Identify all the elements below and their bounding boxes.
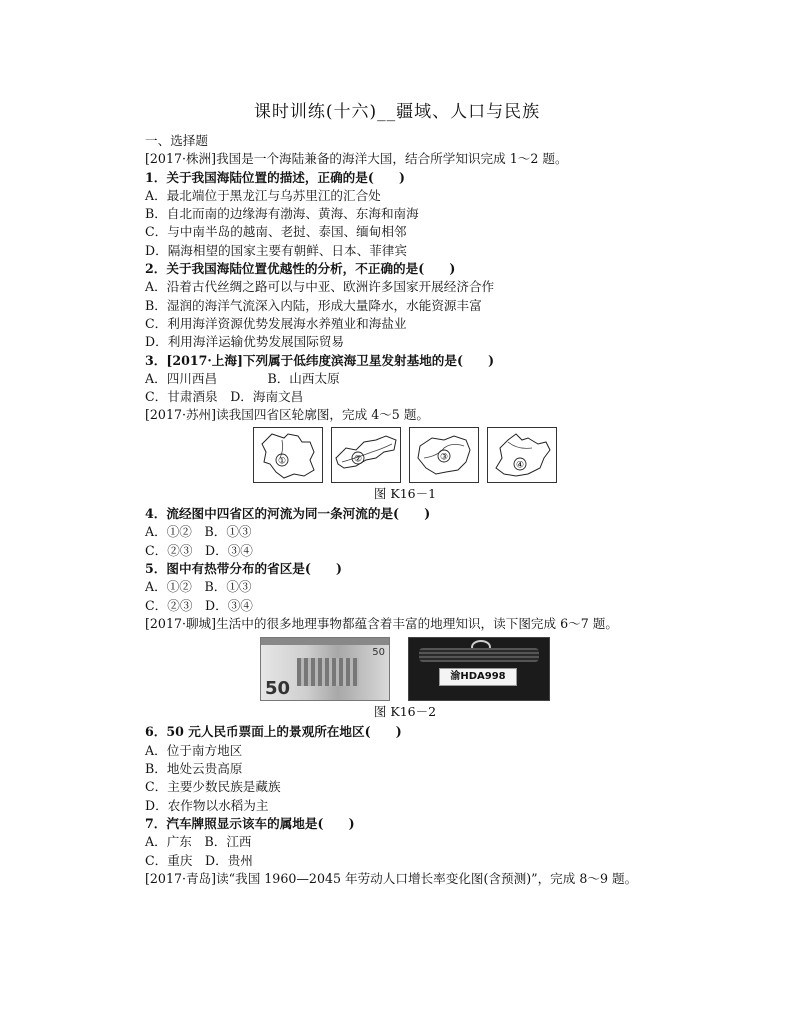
text-line: C．利用海洋资源优势发展海水养殖业和海盐业 <box>145 315 407 331</box>
text-line: C．重庆 D．贵州 <box>145 852 253 868</box>
text-line: 4．流经图中四省区的河流为同一条河流的是( ) <box>145 506 431 522</box>
province-outline-1-icon <box>254 428 322 482</box>
map-label: ③ <box>439 452 449 463</box>
province-map-4 <box>487 427 557 483</box>
banknote-mark: 50 <box>372 647 385 659</box>
text-line: 一、选择题 <box>145 133 208 148</box>
license-plate: 渝HDA998 <box>439 668 517 686</box>
province-outline-2-icon <box>332 428 400 482</box>
text-line: 2．关于我国海陆位置优越性的分析，不正确的是( ) <box>145 261 456 277</box>
text-line: A．位于南方地区 <box>145 742 243 758</box>
text-line: C．甘肃酒泉 D．海南文昌 <box>145 389 304 405</box>
text-line: A．广东 B．江西 <box>145 834 252 850</box>
text-line: B．地处云贵高原 <box>145 761 243 777</box>
banknote-value: 50 <box>265 677 291 699</box>
text-line: A．①② B．①③ <box>145 579 252 595</box>
map-label: ① <box>277 456 287 467</box>
text-line: A．沿着古代丝绸之路可以与中亚、欧洲许多国家开展经济合作 <box>145 279 495 295</box>
text-line: A．最北端位于黑龙江与乌苏里江的汇合处 <box>145 187 381 203</box>
text-line: [2017·株洲]我国是一个海陆兼备的海洋大国，结合所学知识完成 1～2 题。 <box>145 151 568 167</box>
text-line: D．隔海相望的国家主要有朝鲜、日本、菲律宾 <box>145 242 407 258</box>
text-line: [2017·青岛]读“我国 1960—2045 年劳动人口增长率变化图(含预测)”，完成 8～9 题。 <box>145 870 638 886</box>
figure-k16-1 <box>145 427 665 483</box>
worksheet-body <box>145 132 665 888</box>
text-line: 5．图中有热带分布的省区是( ) <box>145 560 342 576</box>
banknote-50-yuan-image <box>260 637 390 701</box>
text-line: A．四川西昌 B．山西太原 <box>145 370 340 386</box>
questions-4-5 <box>145 505 665 633</box>
car-license-plate-image <box>408 637 550 701</box>
text-line: A．①② B．①③ <box>145 524 252 540</box>
text-line: C．②③ D．③④ <box>145 597 253 613</box>
text-line: D．农作物以水稻为主 <box>145 797 269 813</box>
text-line: 1．关于我国海陆位置的描述，正确的是( ) <box>145 169 405 185</box>
province-map-1 <box>253 427 323 483</box>
text-line: [2017·苏州]读我国四省区轮廓图，完成 4～5 题。 <box>145 407 430 423</box>
text-line: 3．[2017·上海]下列属于低纬度滨海卫星发射基地的是( ) <box>145 352 495 368</box>
map-label: ④ <box>515 460 525 471</box>
map-label: ② <box>353 454 363 465</box>
text-line: D．利用海洋运输优势发展国际贸易 <box>145 334 345 350</box>
text-line: B．湿润的海洋气流深入内陆，形成大量降水，水能资源丰富 <box>145 297 482 313</box>
page-title: 课时训练(十六)__疆域、人口与民族 <box>253 102 541 122</box>
text-line: C．②③ D．③④ <box>145 542 253 558</box>
figure-k16-2 <box>145 637 665 701</box>
text-line: 6．50 元人民币票面上的景观所在地区( ) <box>145 724 402 740</box>
text-line: C．与中南半岛的越南、老挝、泰国、缅甸相邻 <box>145 224 407 240</box>
figure-caption-k16-1: 图 K16－1 <box>373 485 437 501</box>
figure-caption-k16-2: 图 K16－2 <box>373 704 437 720</box>
questions-6-9 <box>145 723 665 888</box>
text-line: [2017·聊城]生活中的很多地理事物都蕴含着丰富的地理知识，读下图完成 6～7 题。 <box>145 615 618 631</box>
text-line: 7．汽车牌照显示该车的属地是( ) <box>145 815 355 831</box>
province-map-3 <box>409 427 479 483</box>
text-line: B．自北而南的边缘海有渤海、黄海、东海和南海 <box>145 206 419 222</box>
province-map-2 <box>331 427 401 483</box>
questions-1-3 <box>145 132 665 425</box>
province-outline-3-icon <box>410 428 478 482</box>
province-outline-4-icon <box>488 428 556 482</box>
potala-palace-icon <box>297 658 359 686</box>
text-line: C．主要少数民族是藏族 <box>145 779 281 795</box>
